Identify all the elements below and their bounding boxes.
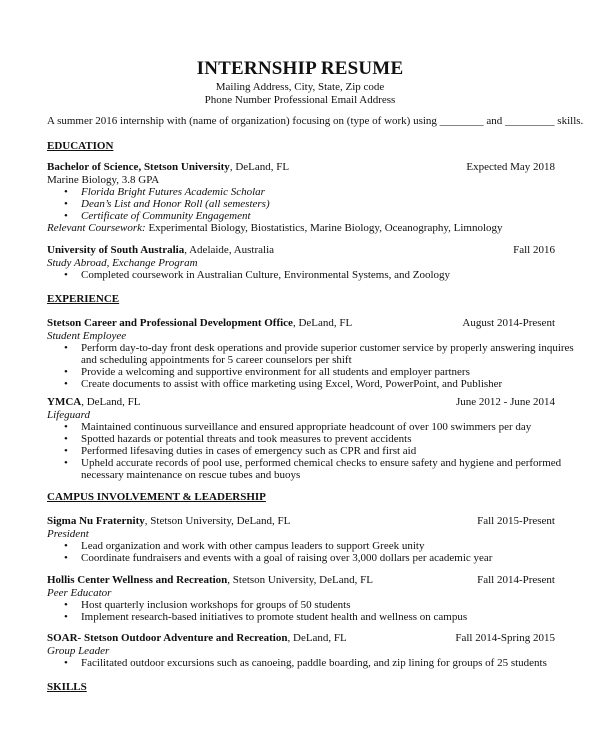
school-location: , Adelaide, Australia xyxy=(184,244,275,256)
list-item: Completed coursework in Australian Culture, Environmental Systems, and Zoology xyxy=(81,269,451,281)
section-education-heading: EDUCATION xyxy=(47,140,114,152)
list-item: Maintained continuous surveillance and ensured appropriate headcount of over 100 swimmers per day xyxy=(81,421,532,433)
bullet-icon: • xyxy=(64,657,68,669)
resume-title: INTERNSHIP RESUME xyxy=(196,58,404,79)
list-item: Implement research-based initiatives to promote student health and wellness on campus xyxy=(81,611,468,623)
bullet-icon: • xyxy=(64,599,68,611)
bullet-icon: • xyxy=(64,433,68,445)
campus-date: Fall 2015-Present xyxy=(477,515,555,527)
campus-date: Fall 2014-Present xyxy=(477,574,555,586)
campus-org: Sigma Nu Fraternity xyxy=(47,515,145,527)
degree-school: Bachelor of Science, Stetson University xyxy=(47,161,230,173)
list-item: Provide a welcoming and supportive environment for all students and employer partners xyxy=(81,366,470,378)
bullet-icon: • xyxy=(64,552,68,564)
bullet-icon: • xyxy=(64,457,68,469)
list-item: Perform day-to-day front desk operations and provide superior customer service by properly answering inquires xyxy=(81,342,574,354)
campus-location: , DeLand, FL xyxy=(287,632,347,644)
campus-role: Group Leader xyxy=(47,645,110,657)
list-item: Facilitated outdoor excursions such as canoeing, paddle boarding, and zip lining for groups of 25 students xyxy=(81,657,547,669)
bullet-icon: • xyxy=(64,445,68,457)
list-item: Upheld accurate records of pool use, performed chemical checks to ensure safety and hygiene and performed xyxy=(81,457,562,469)
job-location: , DeLand, FL xyxy=(292,317,353,329)
campus-org: SOAR- Stetson Outdoor Adventure and Recreation xyxy=(47,632,288,644)
campus-date: Fall 2014-Spring 2015 xyxy=(455,632,555,644)
section-skills-heading: SKILLS xyxy=(47,681,87,693)
section-experience-heading: EXPERIENCE xyxy=(47,293,120,305)
list-item: Coordinate fundraisers and events with a goal of raising over 3,000 dollars per academic year xyxy=(81,552,493,564)
list-item: Create documents to assist with office marketing using Excel, Word, PowerPoint, and Publisher xyxy=(81,378,503,390)
bullet-icon: • xyxy=(64,421,68,433)
bullet-icon: • xyxy=(64,611,68,623)
list-item: Performed lifesaving duties in cases of emergency such as CPR and first aid xyxy=(81,445,417,457)
list-item: Certificate of Community Engagement xyxy=(81,210,251,222)
campus-location: , Stetson University, DeLand, FL xyxy=(227,574,373,586)
job-date: August 2014-Present xyxy=(462,317,555,329)
job-org: Stetson Career and Professional Development Office xyxy=(47,317,293,329)
job-location: , DeLand, FL xyxy=(81,396,141,408)
list-item: Host quarterly inclusion workshops for groups of 50 students xyxy=(81,599,351,611)
campus-sigma-nu xyxy=(47,515,290,527)
job-role: Lifeguard xyxy=(47,409,90,421)
objective: A summer 2016 internship with (name of organization) focusing on (type of work) using ________ and _________ skills. xyxy=(47,115,584,127)
bullet-icon: • xyxy=(64,366,68,378)
job-ymca xyxy=(47,396,140,408)
phone-email: Phone Number Professional Email Address xyxy=(204,94,396,106)
campus-soar xyxy=(47,632,347,644)
education-stetson-date: Expected May 2018 xyxy=(466,161,555,173)
list-item-continued: necessary maintenance on rescue tubes and buoys xyxy=(81,469,301,481)
program-name: Study Abroad, Exchange Program xyxy=(47,257,198,269)
job-career-office xyxy=(47,317,352,329)
job-role: Student Employee xyxy=(47,330,127,342)
major-gpa: Marine Biology, 3.8 GPA xyxy=(47,174,160,186)
coursework-label: Relevant Coursework: xyxy=(47,222,146,234)
campus-hollis xyxy=(47,574,373,586)
campus-org: Hollis Center Wellness and Recreation xyxy=(47,574,228,586)
campus-location: , Stetson University, DeLand, FL xyxy=(144,515,291,527)
section-campus-heading: CAMPUS INVOLVEMENT & LEADERSHIP xyxy=(47,491,266,503)
list-item: Lead organization and work with other campus leaders to support Greek unity xyxy=(81,540,425,552)
bullet-icon: • xyxy=(64,269,68,281)
campus-role: Peer Educator xyxy=(47,587,112,599)
bullet-icon: • xyxy=(64,540,68,552)
bullet-icon: • xyxy=(64,378,68,390)
bullet-icon: • xyxy=(64,186,68,198)
bullet-icon: • xyxy=(64,210,68,222)
list-item: Florida Bright Futures Academic Scholar xyxy=(81,186,265,198)
campus-role: President xyxy=(47,528,89,540)
school-name: University of South Australia xyxy=(47,244,185,256)
school-location: , DeLand, FL xyxy=(229,161,290,173)
bullet-icon: • xyxy=(64,342,68,354)
list-item: Dean’s List and Honor Roll (all semesters) xyxy=(81,198,270,210)
coursework-list: Experimental Biology, Biostatistics, Marine Biology, Oceanography, Limnology xyxy=(145,222,503,234)
job-date: June 2012 - June 2014 xyxy=(456,396,555,408)
education-stetson xyxy=(47,161,289,173)
bullet-icon: • xyxy=(64,198,68,210)
education-usa xyxy=(47,244,274,256)
list-item-continued: and scheduling appointments for 5 career counselors per shift xyxy=(81,354,352,366)
list-item: Spotted hazards or potential threats and took measures to prevent accidents xyxy=(81,433,412,445)
job-org: YMCA xyxy=(47,396,82,408)
relevant-coursework xyxy=(47,222,503,234)
mailing-address: Mailing Address, City, State, Zip code xyxy=(215,81,385,93)
education-usa-date: Fall 2016 xyxy=(513,244,555,256)
